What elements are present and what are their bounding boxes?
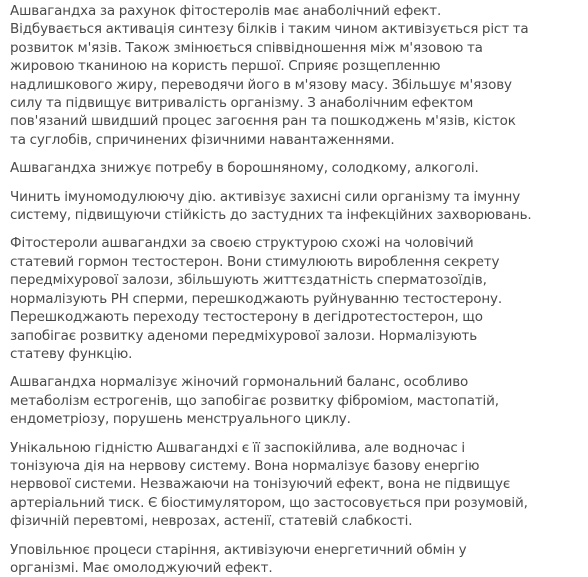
- paragraph-anti-aging: [10, 541, 578, 577]
- text-line: Фітостероли ашвагандхи за своєю структурою схожі на чоловічий: [10, 235, 474, 252]
- text-line: надлишкового жиру, переводячи його в м'язову масу. Збільшує м'язову: [10, 76, 512, 93]
- text-line: Чинить імуномодулюючу дію. активізує захисні сили організму та імунну: [10, 188, 521, 205]
- text-line: розвиток м'язів. Також змінюється співвідношення між м'язовою та: [10, 39, 483, 56]
- text-line: Уповільнює процеси старіння, активізуючи енергетичний обмін у: [10, 541, 467, 558]
- text-line: ендометріозу, порушень менструального циклу.: [10, 411, 351, 428]
- text-line: пов'язаний швидший процес загоєння ран та пошкоджень м'язів, кісток: [10, 113, 516, 130]
- paragraph-male-health: [10, 234, 578, 363]
- text-line: метаболізм естрогенів, що запобігає розвитку фіброміом, мастопатій,: [10, 392, 499, 409]
- text-line: тонізуюча дія на нервову систему. Вона нормалізує базову енергію: [10, 457, 480, 474]
- text-line: статеву функцію.: [10, 345, 133, 362]
- text-line: запобігає розвитку аденоми передміхурової залози. Нормалізують: [10, 327, 478, 344]
- text-line: артеріальний тиск. Є біостимулятором, що застосовується при розумовій,: [10, 494, 528, 511]
- text-line: Ашвагандха знижує потребу в борошняному, солодкому, алкоголі.: [10, 160, 479, 177]
- text-line: Перешкоджають переходу тестостерону в дегідротестостерон, що: [10, 309, 483, 326]
- text-line: жировою тканиною на користь першої. Сприяє розщепленню: [10, 58, 441, 75]
- text-line: та суглобів, спричинених фізичними навантаженнями.: [10, 131, 395, 148]
- paragraph-immunity: [10, 188, 578, 225]
- text-line: статевий гормон тестостерон. Вони стимулюють вироблення секрету: [10, 253, 500, 270]
- paragraph-anabolic: [10, 2, 578, 149]
- paragraph-cravings: [10, 159, 578, 177]
- paragraph-nervous-system: [10, 439, 578, 531]
- text-line: Унікальною гідністю Ашвагандхі є її заспокійлива, але водночас і: [10, 439, 466, 456]
- text-line: фізичній перевтомі, неврозах, астенії, статевій слабкості.: [10, 513, 413, 530]
- text-line: систему, підвищуючи стійкість до застудних та інфекційних захворювань.: [10, 207, 532, 224]
- text-line: передміхурової залози, збільшують життєздатність сперматозоїдів,: [10, 272, 487, 289]
- text-line: нервової системи. Незважаючи на тонізуючий ефект, вона не підвищує: [10, 476, 511, 493]
- text-line: Ашвагандха за рахунок фітостеролів має анаболічний ефект.: [10, 3, 442, 19]
- paragraph-female-health: [10, 373, 578, 428]
- text-line: нормалізують РН сперми, перешкоджають руйнуванню тестостерону.: [10, 290, 503, 307]
- text-line: організмі. Має омолоджуючий ефект.: [10, 559, 273, 576]
- text-line: силу та підвищує витривалість організму. З анаболічним ефектом: [10, 95, 474, 112]
- text-line: Відбувається активація синтезу білків і таким чином активізується ріст та: [10, 21, 529, 38]
- text-line: Ашвагандха нормалізує жіночий гормональний баланс, особливо: [10, 374, 469, 391]
